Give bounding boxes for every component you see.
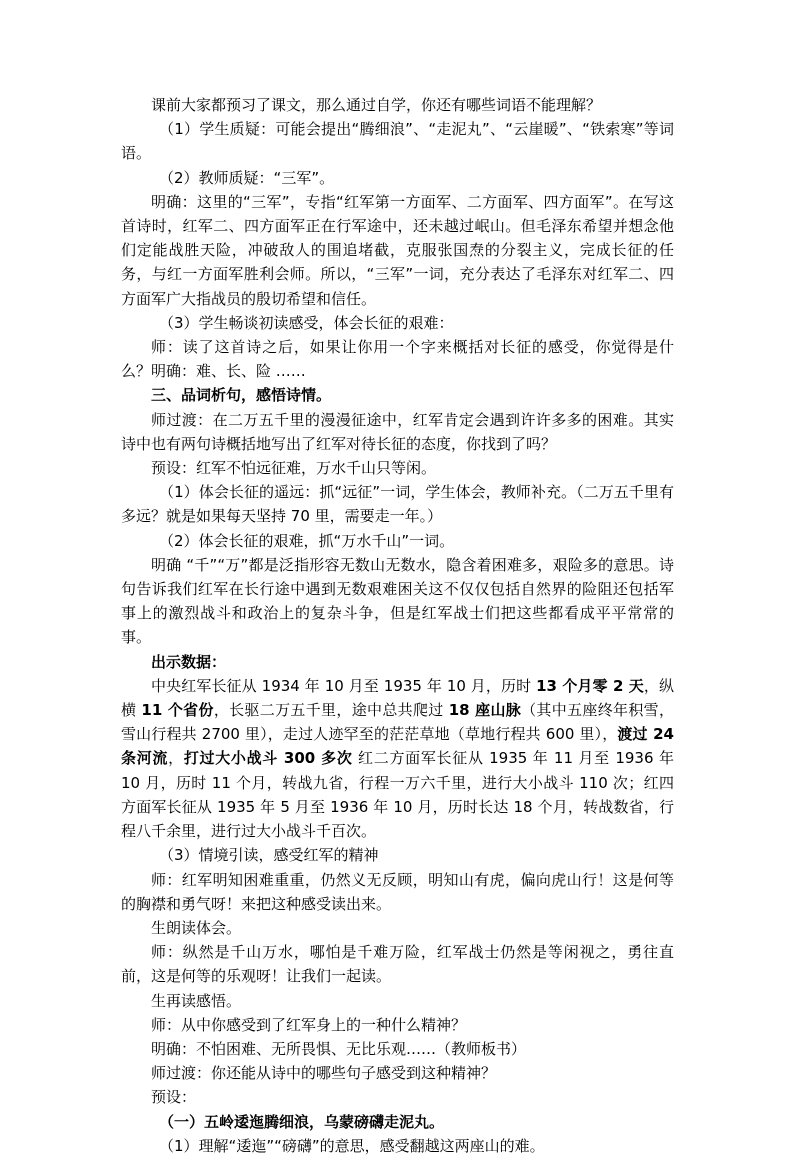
paragraph-long-march-data xyxy=(121,674,674,843)
paragraph-guided-reading: （3）情境引读，感受红军的精神 xyxy=(159,846,379,865)
data-bold-provinces: 11 个省份 xyxy=(141,701,214,720)
paragraph-weiyi-pangbo: （1）理解“逶迤”“磅礴”的意思，感受翻越这两座山的难。 xyxy=(159,1136,545,1155)
paragraph-optimism: 师：纵然是千山万水，哪怕是千难万险，红军战士仍然是等闲视之，勇往直前，这是何等的乐观呀！让我们一起读。 xyxy=(121,943,674,986)
paragraph-spirit-question: 师：从中你感受到了红军身上的一种什么精神？ xyxy=(151,1015,467,1034)
paragraph-transition-sentences: 师过渡：你还能从诗中的哪些句子感受到这种精神？ xyxy=(151,1064,497,1083)
paragraph-hardship: （2）体会长征的艰难，抓“万水千山”一词。 xyxy=(159,531,455,550)
data-text-4: （其中五座终年积雪，雪山行程共 2700 里），走过人迹罕至的茫茫草地（草地行程共 600 里）， xyxy=(121,701,674,744)
paragraph-student-read: 生朗读体会。 xyxy=(151,918,242,937)
paragraph-reread: 生再读感悟。 xyxy=(151,991,242,1010)
data-text-2: ，纵横 xyxy=(121,676,674,720)
paragraph-teacher-question: （2）教师质疑：“三军”。 xyxy=(159,168,335,187)
section-heading-three: 三、品词析句，感悟诗情。 xyxy=(151,386,332,405)
paragraph-preset-line: 预设：红军不怕远征难，万水千山只等闲。 xyxy=(151,459,437,478)
data-bold-battles: 打过大小战斗 300 多次 xyxy=(183,749,353,768)
paragraph-qian-wan-explanation: 明确 “千”“万”都是泛指形容无数山无数水，隐含着困难多，艰险多的意思。诗句告诉我们红军在长行途中遇到无数艰难困关这不仅仅包括自然界的险阻还包括军事上的激烈战斗和政治上的复杂斗争，但是红军战士们把这些都看成平平常常的事。 xyxy=(121,555,674,647)
data-bold-duration: 13 个月零 2 天 xyxy=(536,676,644,695)
paragraph-preset: 预设： xyxy=(151,1088,197,1107)
data-bold-mountains: 18 座山脉 xyxy=(448,701,522,720)
paragraph-courage: 师：红军明知困难重重，仍然义无反顾，明知山有虎，偏向虎山行！这是何等的胸襟和勇气呀！来把这种感受读出来。 xyxy=(121,870,674,913)
paragraph-first-reading: （3）学生畅谈初读感受，体会长征的艰难： xyxy=(159,313,454,332)
paragraph-spirit-answer: 明确：不怕困难、无所畏惧、无比乐观……（教师板书） xyxy=(151,1039,527,1058)
data-heading: 出示数据： xyxy=(151,652,227,671)
data-text-5: ， xyxy=(168,749,184,768)
data-bold-rivers: 渡过 24 条河流 xyxy=(121,725,674,768)
paragraph-intro-question: 课前大家都预习了课文，那么通过自学，你还有哪些词语不能理解？ xyxy=(151,96,602,114)
document-page xyxy=(121,93,674,1158)
paragraph-transition-attitude: 师过渡：在二万五千里的漫漫征途中，红军肯定会遇到许许多多的困难。其实诗中也有两句诗概括地写出了红军对待长征的态度，你找到了吗？ xyxy=(121,410,674,453)
data-text-1: 中央红军长征从 1934 年 10 月至 1935 年 10 月，历时 xyxy=(151,676,537,695)
subheading-wuling: （一）五岭逶迤腾细浪，乌蒙磅礴走泥丸。 xyxy=(159,1112,445,1131)
paragraph-sanjun-explanation: 明确：这里的“三军”，专指“红军第一方面军、二方面军、四方面军”。在写这首诗时，红军二、四方面军正在行军途中，还未越过岷山。但毛泽东希望并想念他们定能战胜天险，冲破敌人的围追堵截，克服张国焘的分裂主义，完成长征的任务，与红一方面军胜利会师。所以，“三军”一词，充分表达了毛泽东对红军二、四方面军广大指战员的殷切希望和信任。 xyxy=(121,192,674,308)
data-text-3: ，长驱二万五千里，途中总共爬过 xyxy=(213,701,449,720)
paragraph-student-question: （1）学生质疑：可能会提出“腾细浪”、“走泥丸”、“云崖暖”、“铁索寒”等词语。 xyxy=(121,120,674,163)
paragraph-one-word-summary: 师：读了这首诗之后，如果让你用一个字来概括对长征的感受，你觉得是什么？明确：难、长、险 …… xyxy=(121,338,674,381)
data-text-6: 红二方面军长征从 1935 年 11 月至 1936 年 10 月，历时 11 个月，转战九省，行程一万六千里，进行大小战斗 110 次；红四方面军长征从 1935 年 5 月至 1936 年 10 月，历时长达 18 个月，转战数省，行程八千余里，进行过大小战斗千百次。 xyxy=(121,749,674,841)
paragraph-distance: （1）体会长征的遥远：抓“远征”一词，学生体会，教师补充。（二万五千里有多远？就是如果每天坚持 70 里，需要走一年。） xyxy=(121,483,674,526)
